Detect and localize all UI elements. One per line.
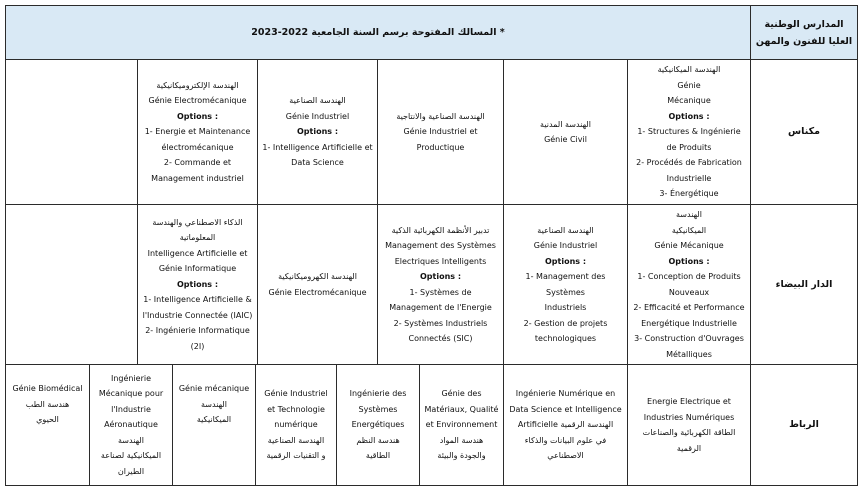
column-divider (627, 59, 628, 486)
cell-line: الحيوي (36, 415, 59, 424)
cell-line: الميكانيكية لصناعة (100, 451, 162, 461)
cell-line: الميكانيكية (671, 225, 707, 235)
cell-line: Génie Informatique (158, 264, 237, 274)
city-label: الدار البيضاء (775, 278, 833, 290)
cell-line: de Produits (666, 142, 712, 152)
cell-line: Génie Biomédical (12, 384, 83, 393)
cell-line: الاصطناعي (547, 451, 584, 461)
cell-line: Génie (677, 80, 701, 90)
cell-line: numérique (274, 420, 318, 430)
column-divider (750, 5, 751, 486)
column-divider (89, 364, 90, 486)
cell-line: Productique (416, 142, 465, 152)
cell-line: 1- Intelligence Artificielle et (262, 142, 373, 152)
cell-line: Management des Systèmes (385, 241, 496, 250)
cell-line: Métalliques (666, 349, 712, 359)
cell-line: الرقمية (676, 443, 702, 453)
cell-line: Systèmes (358, 404, 398, 414)
cell-line: Génie Industriel (285, 111, 350, 121)
cell-line: Energétiques (351, 420, 405, 430)
cell-line: هندسة النظم (356, 435, 400, 445)
column-divider (257, 59, 258, 365)
row-divider (5, 59, 858, 60)
cell-line: Mécanique pour (98, 389, 164, 399)
column-divider (172, 364, 173, 486)
cell-line: Génie des (441, 389, 482, 399)
city-label: مكناس (788, 126, 820, 138)
cell-line: الهندسة الإلكتروميكانيكية (156, 80, 239, 90)
row-divider (5, 204, 858, 205)
column-divider (137, 59, 138, 365)
cell-line: Génie Industriel et (403, 127, 478, 137)
cell-line: الهندسة الصناعية (289, 96, 346, 106)
cell-line: المعلوماتية (179, 233, 216, 243)
options-label: Options : (419, 272, 462, 281)
options-label: Options : (296, 127, 339, 137)
column-divider (255, 364, 256, 486)
cell-line: et Environnement (425, 420, 498, 430)
cell-line: والجودة والبيئة (437, 451, 486, 461)
cell-line: Data Science et Intelligence (509, 404, 622, 414)
cell-line: Ingénierie Numérique en (515, 389, 616, 399)
cell-line: Energétique Industrielle (641, 318, 737, 328)
cell-line: الهندسة الصناعية (267, 435, 325, 445)
cell-line: Ingénierie (110, 373, 152, 383)
column-divider (419, 364, 420, 486)
cell-line: الهندسة (676, 210, 702, 219)
cell-line: في علوم البيانات والذكاء (524, 435, 607, 445)
cell-line: Artificielle الهندسة الرقمية (517, 420, 614, 430)
cell-line: Génie Civil (544, 135, 587, 144)
cell-line: Data Science (291, 158, 344, 168)
cell-line: 2- Procédés de Fabrication (636, 158, 742, 168)
cell-line: الهندسة الميكانيكية (657, 65, 721, 75)
programs-title: المسالك المفتوحة برسم السنة الجامعية 2022-2023 * (251, 26, 505, 38)
cell-line: Industrielle (666, 173, 712, 183)
cell-line: Management industriel (151, 173, 244, 183)
options-label: Options : (668, 111, 710, 121)
schools-title-line1: المدارس الوطنية (764, 18, 844, 30)
cell-line: الهندسة (201, 399, 227, 409)
cell-line: Génie mécanique (178, 384, 250, 393)
city-label: الرباط (789, 419, 819, 431)
cell-line: هندسة الطب (25, 399, 70, 409)
cell-line: الهندسة الصناعية (537, 225, 594, 235)
cell-line: Industriels (544, 303, 587, 312)
cell-line: Génie Industriel (533, 241, 598, 250)
cell-line: 1- Intelligence Artificielle & (143, 295, 252, 305)
cell-line: Industries Numériques (643, 412, 735, 422)
cell-line: الهندسة الكهروميكانيكية (278, 272, 357, 281)
column-divider (503, 59, 504, 486)
cell-line: Génie Industriel (264, 389, 328, 399)
cell-line: Nouveaux (668, 287, 710, 297)
cell-line: الطيران (117, 466, 145, 476)
cell-line: l'Industrie (111, 404, 151, 414)
cell-line: 1- Systèmes de (409, 287, 472, 297)
cell-line: 2- Ingénierie Informatique (145, 326, 250, 336)
options-label: Options : (668, 256, 710, 266)
cell-line: 1- Management des Systèmes (525, 272, 606, 297)
cell-line: Electriques Intelligents (394, 256, 487, 266)
cell-line: الهندسة المدنية (540, 119, 591, 129)
cell-line: الطاقية (365, 451, 391, 461)
cell-line: Mécanique (667, 96, 711, 106)
column-divider (336, 364, 337, 486)
cell-line: 1- Conception de Produits (637, 272, 741, 281)
cell-line: 1- Energie et Maintenance (144, 127, 251, 137)
row-divider (5, 364, 858, 365)
cell-line: technologiques (534, 334, 597, 343)
cell-line: 2- Efficacité et Performance (633, 303, 745, 312)
column-divider (377, 59, 378, 365)
cell-line: Matériaux, Qualité (424, 404, 499, 414)
cell-line: Intelligence Artificielle et (147, 248, 248, 258)
cell-line: الذكاء الاصطناعي والهندسة (152, 217, 243, 227)
cell-line: 2- Systèmes Industriels (393, 318, 488, 328)
options-label: Options : (176, 279, 219, 289)
cell-line: électromécanique (161, 142, 234, 152)
options-label: Options : (544, 256, 587, 266)
cell-line: الهندسة (118, 435, 144, 445)
cell-line: الطاقة الكهربائية والصناعات (642, 428, 736, 437)
cell-line: Energie Electrique et (647, 397, 731, 406)
cell-line: et Technologie (267, 404, 325, 414)
schools-title-line2: العليا للفنون والمهن (755, 35, 853, 47)
cell-line: 1- Structures & Ingénierie (637, 127, 741, 137)
cell-line: تدبير الأنظمة الكهربائية الذكية (391, 225, 490, 235)
cell-line: 2- Gestion de projets (523, 318, 608, 328)
cell-line: Aéronautique (104, 420, 158, 430)
cell-line: Management de l'Energie (389, 303, 492, 312)
cell-line: هندسة المواد (439, 435, 484, 445)
cell-line: 2- Commande et (163, 158, 232, 168)
cell-line: Connectés (SIC) (408, 334, 473, 343)
cell-line: Génie Mécanique (654, 241, 724, 250)
cell-line: و التقنيات الرقمية (266, 451, 326, 461)
table-border (5, 5, 858, 486)
options-label: Options : (176, 111, 219, 121)
cell-line: (2I) (190, 341, 205, 351)
cell-line: l'Industrie Connectée (IAIC) (142, 310, 253, 320)
cell-line: Ingénierie des (349, 389, 407, 399)
cell-line: Génie Electromécanique (268, 287, 367, 297)
cell-line: الميكانيكية (196, 415, 232, 424)
cell-line: 3- Construction d'Ouvrages (634, 334, 744, 343)
cell-line: 3- Énergétique (659, 189, 719, 199)
cell-line: Génie Electromécanique (148, 96, 247, 106)
cell-line: الهندسة الصناعية والانتاجية (396, 111, 485, 121)
